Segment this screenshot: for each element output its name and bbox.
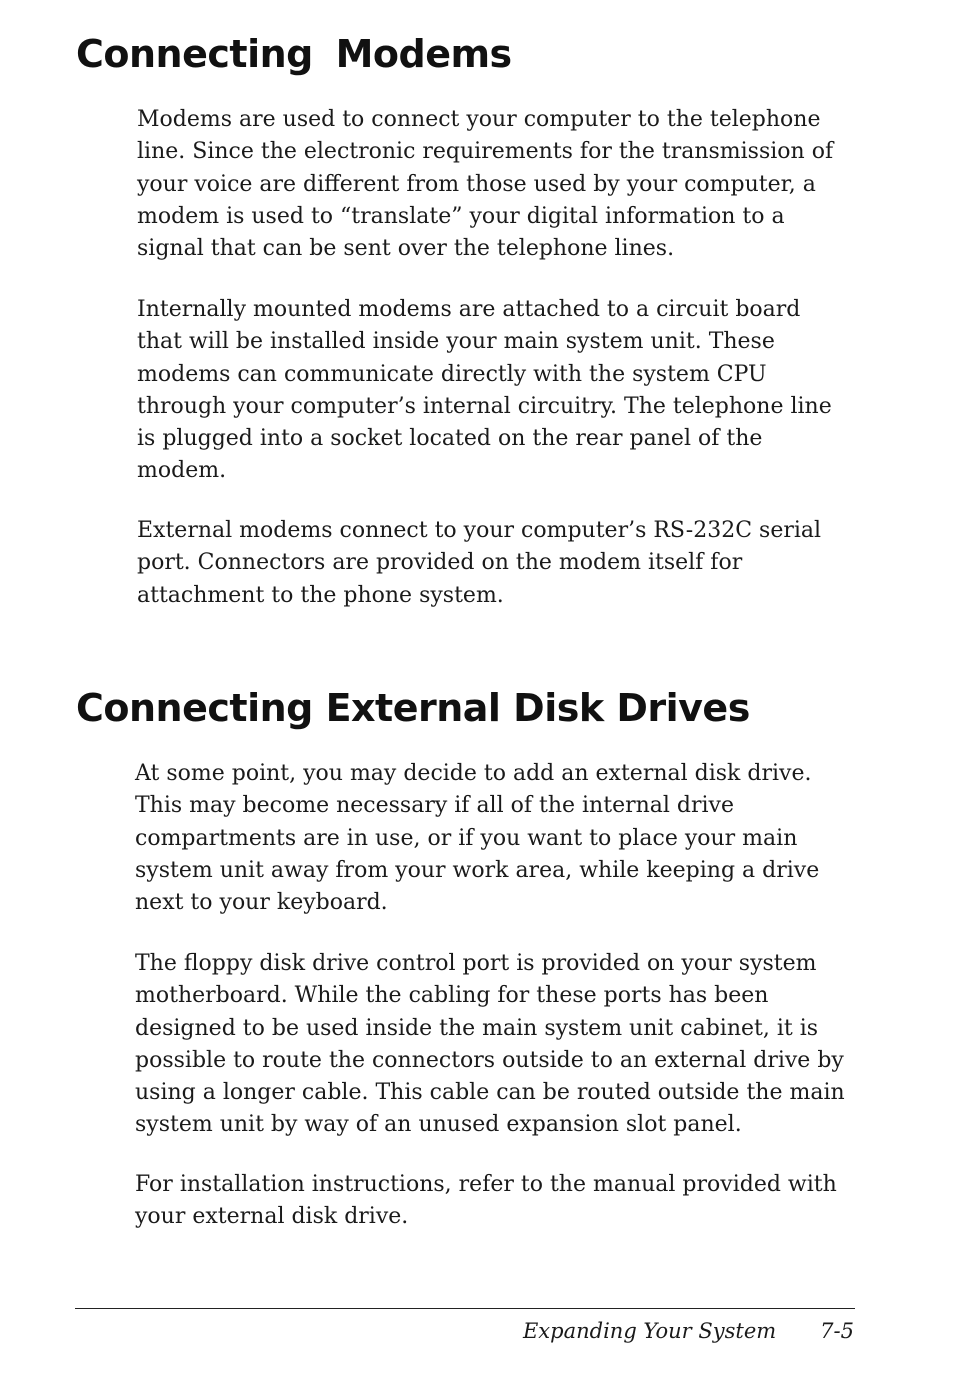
paragraph-external-modems: External modems connect to your computer’s RS-232C serial port. Connectors are provided on the modem itself for attachment to the phone system.: [137, 518, 822, 608]
paragraph-modems-intro: Modems are used to connect your computer to the telephone line. Since the electronic requirements for the transmission of your voice are different from those used by your computer, a modem is used to “translate” your digital information to a signal that can be sent over the telephone lines.: [137, 107, 834, 262]
paragraph-floppy-control-port: The floppy disk drive control port is provided on your system motherboard. While the cabling for these ports has been designed to be used inside the main system unit cabinet, it is possible to route the connectors outside to an external drive by using a longer cable. This cable can be routed outside the main system unit by way of an unused expansion slot panel.: [135, 951, 845, 1138]
paragraph-internal-modems: Internally mounted modems are attached to a circuit board that will be installed inside your main system unit. These modems can communicate directly with the system CPU through your computer’s internal circuitry. The telephone line is plugged into a socket located on the rear panel of the modem.: [137, 297, 832, 484]
heading-connecting-modems: Connecting Modems: [76, 32, 512, 76]
heading-connecting-external-disk-drives: Connecting External Disk Drives: [76, 686, 750, 730]
footer-page-number: 7-5: [820, 1319, 854, 1343]
paragraph-disk-intro: At some point, you may decide to add an external disk drive. This may become necessary if all of the internal drive compartments are in use, or if you want to place your main system unit away from your work area, while keeping a drive next to your keyboard.: [135, 761, 820, 916]
footer-chapter-title: Expanding Your System: [522, 1319, 777, 1343]
page-footer: [523, 1316, 854, 1346]
paragraph-installation-instructions: For installation instructions, refer to the manual provided with your external disk drive.: [135, 1172, 837, 1230]
footer-divider: [75, 1308, 855, 1309]
